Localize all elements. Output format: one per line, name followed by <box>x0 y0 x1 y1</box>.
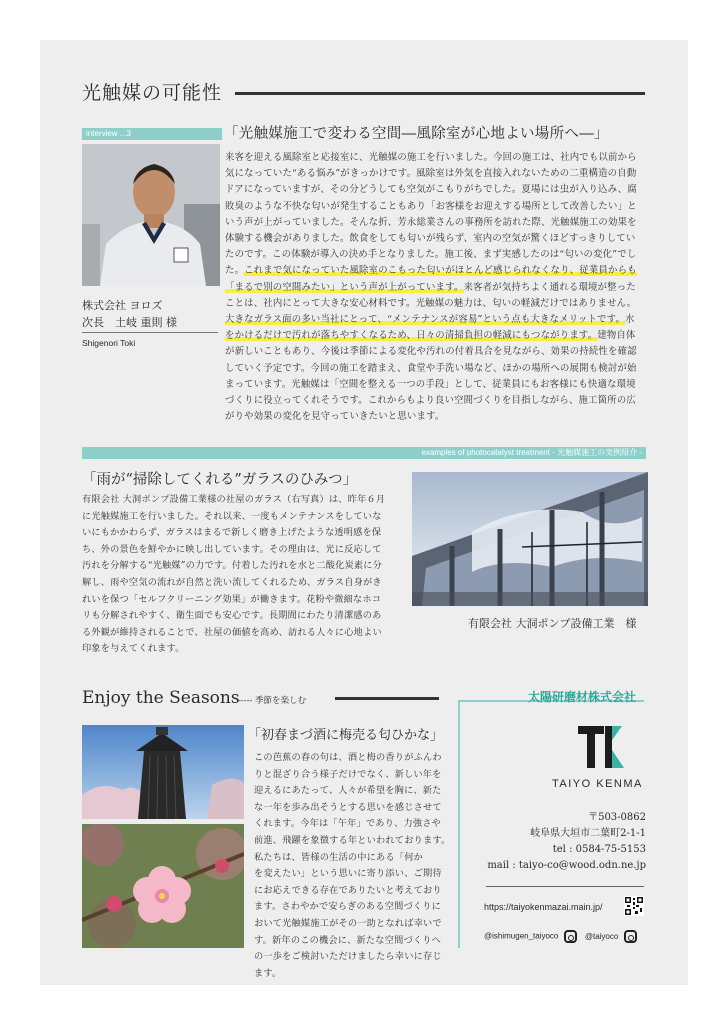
text-line: 印象を与えてくれます。 <box>82 643 185 655</box>
text-line: ドアになっていますが、その分どうしても空気がこもりがちでした。夏場には虫が入り込み、腐 <box>225 184 637 196</box>
examples-body <box>82 492 412 658</box>
text-line: この芭蕉の春の句は、酒と梅の香りがふんわ <box>254 752 442 763</box>
text-line: 気になっていた“ある悩み”がきっかけです。風除室は外気を直接入れないための二重構造の自動 <box>225 168 637 180</box>
examples-bar-text <box>421 447 642 459</box>
text-line: る外観が維持されることで、社屋の価値を高め、訪れる人々に心地よい <box>82 626 382 638</box>
text-span: 来客者が気持ちよく通れる環境が整った <box>463 281 636 293</box>
person-rule <box>82 332 218 333</box>
instagram-row <box>484 930 637 943</box>
examples-headline: 「雨が“掃除してくれる”ガラスのひみつ」 <box>82 472 358 488</box>
text-line: 私たちは、皆様の生活の中にある「何か <box>254 851 423 863</box>
telephone: tel : 0584-75-5153 <box>552 844 646 855</box>
text-line: おいて光触媒施工がその一助となれば幸いで <box>254 917 442 929</box>
text-line: を変えたい」という思いに寄り添い、ご期待 <box>254 868 442 880</box>
text-line: いにもかかわらず、ガラスはまるで新しく磨き上げたような透明感を保 <box>82 527 382 539</box>
text-line: づくりに役立ってくれそうです。これからもより良い空間づくりを目指しながら、施工箇所の広 <box>225 395 636 407</box>
text-line: に光触媒施工を行いました。それ以来、一度もメンテナンスをしていな <box>82 510 382 522</box>
text-line: ます。さわやかで安らぎのある空間づくりに <box>254 901 442 913</box>
highlight-span: をかけるだけで汚れが落ちやすくなるため、日々の清掃負担の軽減にもつながります。 <box>225 330 598 342</box>
text-line: くれます。今年は「午年」であり、力強さや <box>254 818 442 830</box>
text-line: がりや効果の変化を見守っていきたいと思います。 <box>225 411 445 423</box>
qr-code-icon[interactable] <box>624 896 644 916</box>
interview-headline: 「光触媒施工で変わる空間―風除室が心地よい場所へ―」 <box>224 126 609 142</box>
text-line: 汚れを分解する“光触媒”の力です。付着した汚れを水と二酸化炭素に分 <box>82 560 383 572</box>
tower-photo-icon <box>82 725 244 819</box>
seasons-headline: 「初春まづ酒に梅売る匂ひかな」 <box>248 728 444 743</box>
text-span: 建物自体 <box>597 330 636 342</box>
text-line: まっています。光触媒は「空間を整える一つの手段」として、従業員にもお客様にも快適な環境 <box>225 378 636 390</box>
person-photo-icon <box>82 144 220 286</box>
seasons-body <box>254 750 454 982</box>
company-name: 太陽研磨材株式会社 <box>528 690 637 704</box>
text-line: ます。 <box>254 967 282 979</box>
text-line: 体験する機会がありました。飲食をしても匂いが残らず、室内の空気が驚くほどすっきりしてい <box>225 233 636 245</box>
text-line <box>225 328 645 344</box>
text-span: 水 <box>625 314 635 326</box>
text-line <box>225 263 645 279</box>
highlight-span: 大きなガラス面の多い当社にとって、“メンテナンスが容易”という点も大きなメリットです。 <box>225 314 626 326</box>
text-line: れいを保つ「セルフクリーニング効果」が働きます。花粉や微細なホコ <box>82 593 382 605</box>
instagram-icon[interactable] <box>564 930 577 943</box>
instagram-handle-2[interactable]: @taiyoco <box>584 931 619 941</box>
highlight-span: これまで気になっていた風除室のこもった匂いがほとんど感じられなくなり、従業員からも <box>244 265 637 277</box>
text-line: たのです。この体験が導入の決め手となりました。施工後、まず実感したのは“匂いの変化”でし <box>225 249 637 261</box>
website-link[interactable]: https://taiyokenmazai.main.jp/ <box>484 902 603 912</box>
text-line: りと混ざり合う様子だけでなく、新しい年を <box>254 768 442 780</box>
highlight-span: 「まるで別の空間みたい」という声が上がっています。 <box>225 281 464 293</box>
instagram-icon[interactable] <box>624 930 637 943</box>
text-line: 解し、雨や空気の流れが自然と洗い流してくれるため、ガラス自身がき <box>82 576 382 588</box>
text-line: 有限会社 大洞ポンプ設備工業様の社屋のガラス（右写真）は、昨年６月 <box>82 494 386 505</box>
instagram-handle-1[interactable]: @ishimugen_taiyoco <box>484 931 559 941</box>
address: 岐阜県大垣市二葉町2-1-1 <box>530 828 646 839</box>
seasons-rule <box>335 697 439 700</box>
text-line: の一歩をご検討いただけましたら幸いに存じ <box>254 951 442 963</box>
taiyo-kenma-logo-icon <box>578 724 626 772</box>
examples-bar-label: examples of photocatalyst treatment <box>421 448 550 457</box>
tower-photo <box>82 725 244 819</box>
interview-body <box>225 150 645 425</box>
interview-tag-bar <box>82 128 222 140</box>
text-line <box>225 280 645 296</box>
logo-text: TAIYO KENMA <box>552 778 643 790</box>
text-line: ことは、社内にとって大きな安心材料です。光触媒の魅力は、匂いの軽減だけではありません。 <box>225 297 637 309</box>
qr-code-graphic <box>624 896 644 916</box>
text-line: す。新年のこの機会に、新たな空間づくりへ <box>254 934 442 946</box>
text-span: た。 <box>225 265 245 277</box>
plum-blossom-icon <box>82 824 244 948</box>
interview-tag: interview ...3 <box>86 129 131 138</box>
text-line: リも分解されやすく、衛生面でも安心です。長期間にわたり清潔感のあ <box>82 610 382 622</box>
interview-person: 次長 土岐 重則 様 <box>82 316 177 329</box>
company-divider <box>458 700 460 948</box>
text-line: いう声が上がっていました。そんな折、芳永総業さんの事務所を訪れた際、光触媒施工の効果を <box>225 216 637 228</box>
building-caption: 有限会社 大洞ポンプ設備工業 様 <box>468 617 637 630</box>
text-line: にお応えできる存在でありたいと考えており <box>254 884 442 896</box>
text-line <box>225 312 645 328</box>
page-sheet <box>40 40 688 985</box>
text-line: 迎えるにあたって、人々が希望を胸に、新た <box>254 785 442 797</box>
page-title: 光触媒の可能性 <box>82 82 223 104</box>
interview-romaji: Shigenori Toki <box>82 338 136 348</box>
examples-bar <box>82 447 646 459</box>
title-rule <box>235 92 645 95</box>
postal-code: 〒503-0862 <box>588 812 646 823</box>
contact-rule <box>486 886 644 887</box>
company-logo <box>578 724 626 772</box>
interview-photo <box>82 144 220 286</box>
building-photo-icon <box>412 472 648 606</box>
examples-bar-label-jp: - 光触媒施工の実例紹介 - <box>552 448 642 457</box>
text-line: していく予定です。今回の施工を踏まえ、食堂や手洗い場など、ほかの場所への展開も検討が始 <box>225 362 637 374</box>
text-line: 敗臭のような不快な匂いが発生することもあり「お客様をお迎えする場所として改善したい」と <box>225 200 637 212</box>
glass-building-photo <box>412 472 648 606</box>
text-line: 前進、飛躍を象徴する年といわれております。 <box>254 834 451 846</box>
text-line: が新しいこともあり、今後は季節による変化や汚れの付着具合を見ながら、効果の持続性を確認 <box>225 346 637 358</box>
company-contact <box>484 810 646 874</box>
email-link[interactable]: mail : taiyo-co@wood.odn.ne.jp <box>487 860 646 871</box>
text-line: な一年を歩み出そうとする思いを感じさせて <box>254 801 442 813</box>
plum-blossom-photo <box>82 824 244 948</box>
text-line: 来客を迎える風除室と応接室に、光触媒の施工を行いました。今回の施工は、社内でも以前から <box>225 152 637 163</box>
interview-company: 株式会社 ヨロズ <box>82 299 163 312</box>
text-line: ち、外の景色を鮮やかに映し出しています。その理由は、光に反応して <box>82 543 382 555</box>
seasons-subtitle: ----- 季節を楽しむ <box>238 696 307 706</box>
seasons-title: Enjoy the Seasons <box>82 688 240 708</box>
